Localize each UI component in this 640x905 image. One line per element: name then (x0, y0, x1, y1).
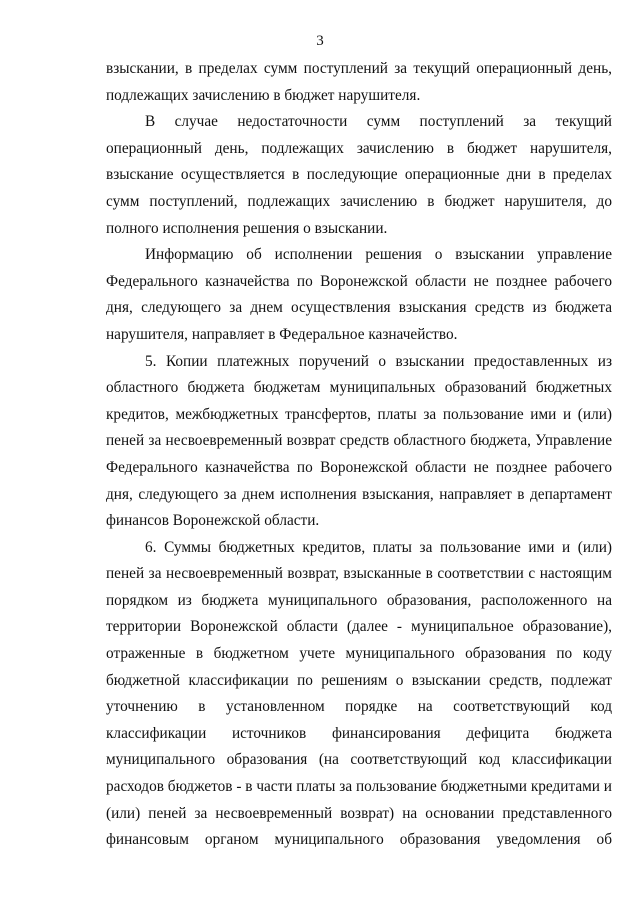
paragraph-execution-info: Информацию об исполнении решения о взыскании управление Федерального казначейства по Воронежской области не позднее рабочего дня, следующего за днем осуществления взыскания средств из бюджета нарушителя, направляет в Федеральное казначейство. (106, 246, 612, 343)
page-number: 3 (316, 33, 324, 49)
paragraph-item-6: 6. Суммы бюджетных кредитов, платы за пользование ими и (или) пеней за несвоевременный возврат, взысканные в соответствии с настоящим порядком из бюджета муниципального образования, расположенного на территории Воронежской области (далее - муниципальное образование), отраженные в бюджетном учете муниципального образования по коду бюджетной классификации по решениям о взыскании средств, подлежат уточнению в установленном порядке на соответствующий код классификации источников финансирования дефицита бюджета муниципального образования (на соответствующий код классификации расходов бюджетов - в части платы за пользование бюджетными кредитами и (или) пеней за несвоевременный возврат) на основании представленного финансовым органом муниципального образования уведомления об (106, 538, 612, 849)
paragraph-insufficient-funds: В случае недостаточности сумм поступлений за текущий операционный день, подлежащих зачислению в бюджет нарушителя, взыскание осуществляется в последующие операционные дни в пределах сумм поступлений, подлежащих зачислению в бюджет нарушителя, до полного исполнения решения о взыскании. (106, 113, 612, 237)
document-body (106, 56, 612, 854)
paragraph-item-5: 5. Копии платежных поручений о взыскании предоставленных из областного бюджета бюджетам муниципальных образований бюджетных кредитов, межбюджетных трансфертов, платы за пользование ими и (или) пеней за несвоевременный возврат средств областного бюджета, Управление Федерального казначейства по Воронежской области не позднее рабочего дня, следующего за днем исполнения взыскания, направляет в департамент финансов Воронежской области. (106, 352, 612, 530)
paragraph-continuation: взыскании, в пределах сумм поступлений за текущий операционный день, подлежащих зачислению в бюджет нарушителя. (106, 60, 612, 104)
